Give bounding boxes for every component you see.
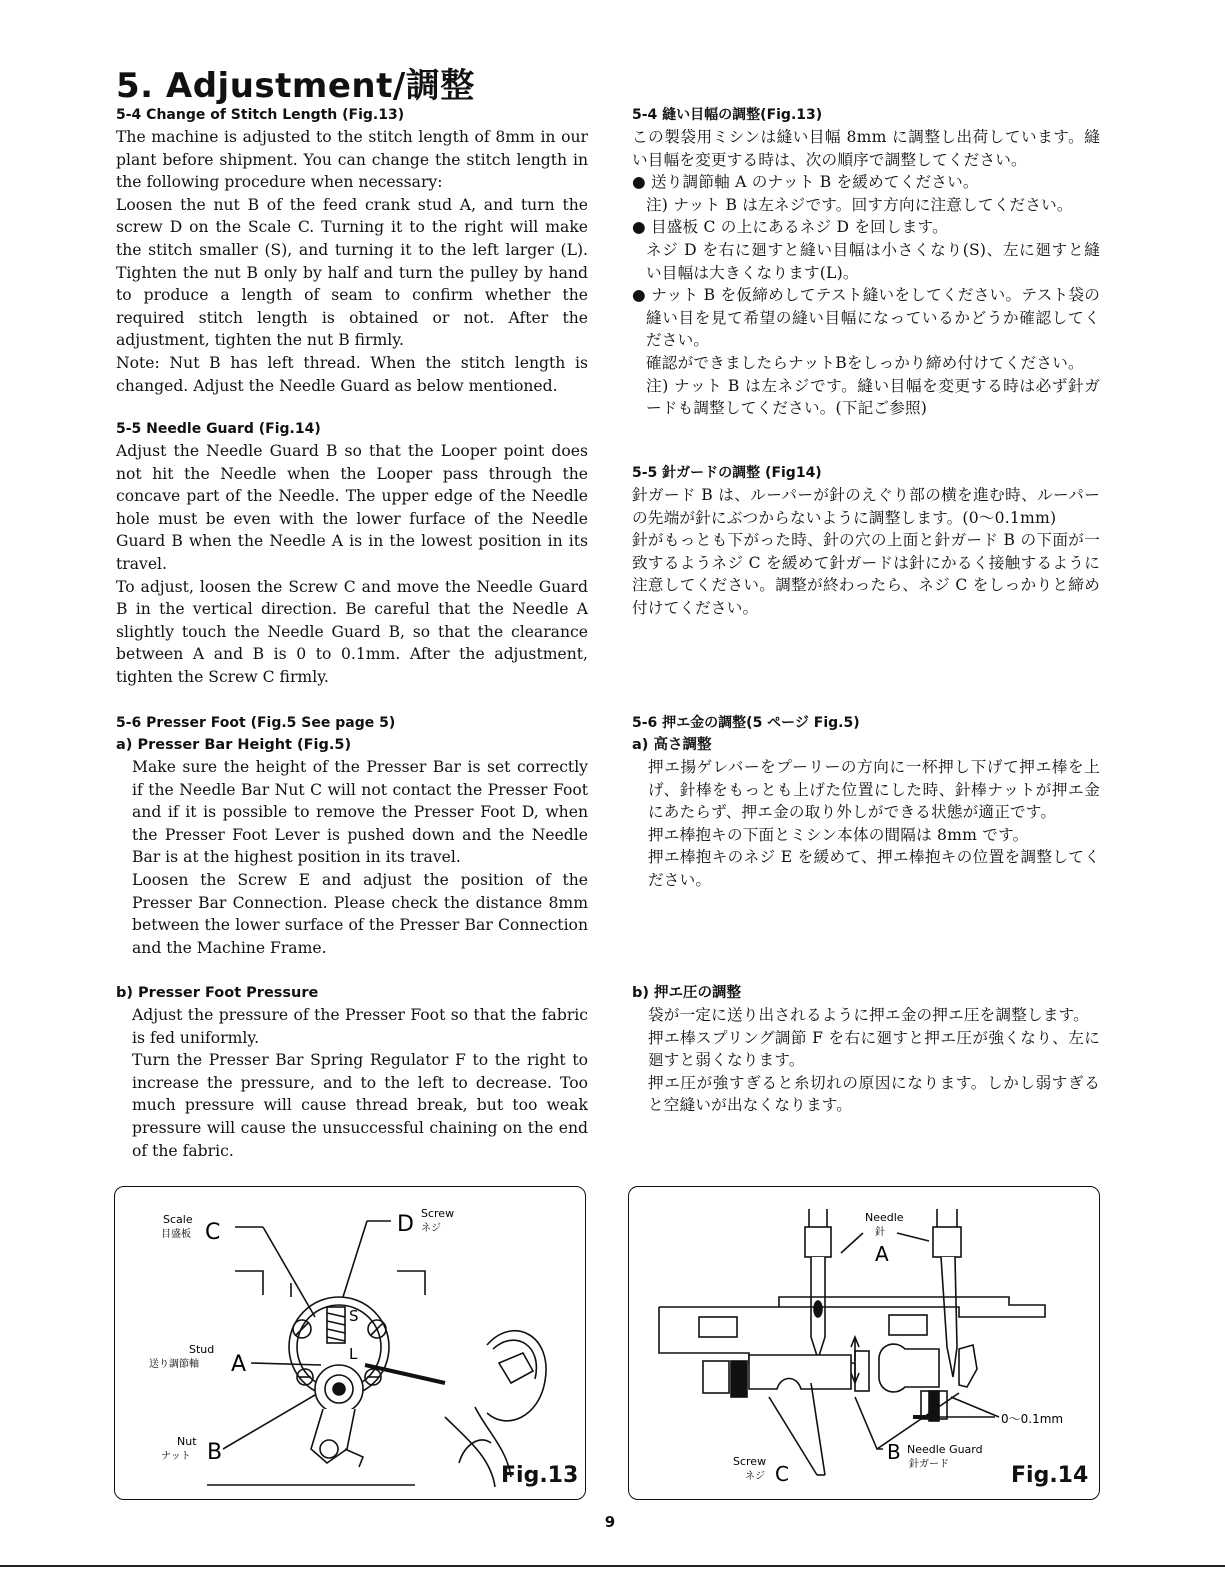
figure-13-caption: Fig.13 <box>501 1463 579 1488</box>
paragraph: 押エ棒抱キの下面とミシン本体の間隔は 8mm です。 <box>648 825 1029 844</box>
english-section-5-6b <box>116 982 588 1162</box>
section-heading-5-4-ja: 5-4 縫い目幅の調整(Fig.13) <box>632 107 823 123</box>
letter-c: C <box>205 1220 221 1245</box>
label-needle-guard: Needle Guard <box>907 1443 983 1456</box>
letter-d: D <box>397 1212 414 1237</box>
figure-14-drawing <box>629 1187 1099 1499</box>
section-heading-5-6-en: 5-6 Presser Foot (Fig.5 See page 5) <box>116 715 396 731</box>
english-section-5-6a <box>116 712 588 959</box>
paragraph: 針ガード B は、ルーパーが針のえぐり部の横を進む時、ルーパーの先端が針にぶつからないように調整します。(0～0.1mm) <box>632 486 1100 527</box>
label-screw-ja: ネジ <box>745 1471 765 1482</box>
paragraph: 押エ圧が強すぎると糸切れの原因になります。しかし弱すぎると空縫いが出なくなります。 <box>648 1073 1100 1115</box>
label-screw: Screw <box>421 1207 455 1220</box>
subheading-presser-bar-height-en: a) Presser Bar Height (Fig.5) <box>116 737 352 753</box>
bullet-item: ● ナット B を仮締めしてテスト縫いをしてください。テスト袋の縫い目を見て希望の縫い目幅になっているかどうか確認してください。 <box>632 286 1100 350</box>
note-paragraph: Note: Nut B has left thread. When the stitch length is changed. Adjust the Needle Guard as below mentioned. <box>116 353 588 395</box>
paragraph: 押エ棒抱キのネジ E を緩めて、押エ棒抱キの位置を調整してください。 <box>648 848 1100 889</box>
label-screw-ja: ネジ <box>421 1223 441 1234</box>
label-nut-ja: ナット <box>161 1451 191 1462</box>
japanese-section-5-6a <box>632 712 1100 892</box>
letter-a: A <box>231 1352 247 1377</box>
label-nut: Nut <box>177 1435 197 1448</box>
label-needle: Needle <box>865 1211 904 1224</box>
japanese-section-5-6b <box>632 982 1100 1117</box>
label-needle-guard-ja: 針ガード <box>909 1459 949 1470</box>
figure-14 <box>628 1186 1100 1500</box>
label-needle-ja: 針 <box>875 1227 885 1238</box>
paragraph: 針がもっとも下がった時、針の穴の上面と針ガード B の下面が一致するようネジ C を緩めて針ガードは針にかるく接触するように注意してください。調整が終わったら、ネジ C をしっかりと締め付けてください。 <box>632 531 1100 617</box>
figure-13 <box>114 1186 586 1500</box>
label-stud-ja: 送り調節軸 <box>149 1359 199 1370</box>
label-scale: Scale <box>163 1213 193 1226</box>
paragraph: The machine is adjusted to the stitch length of 8mm in our plant before shipment. You can change the stitch length in the following procedure when necessary: <box>116 128 588 192</box>
paragraph: 押エ棒スプリング調節 F を右に廻すと押エ圧が強くなり、左に廻すと弱くなります。 <box>648 1028 1100 1070</box>
paragraph: Loosen the nut B of the feed crank stud A, and turn the screw D on the Scale C. Turning it to the right will make the stitch smaller (S), and turning it to the left larger (L). Tighten the nut B only by half and turn the pulley by hand to produce a length of seam to confirm whether the required stitch length is obtained or not. After the adjustment, tighten the nut B firmly. <box>116 195 588 350</box>
letter-c: C <box>775 1462 789 1486</box>
section-heading-5-5-en: 5-5 Needle Guard (Fig.14) <box>116 421 321 437</box>
note: 注) ナット B は左ネジです。縫い目幅を変更する時は必ず針ガードも調整してください。(下記ご参照) <box>646 376 1100 418</box>
paragraph: ネジ D を右に廻すと縫い目幅は小さくなり(S)、左に廻すと縫い目幅は大きくなります(L)。 <box>646 240 1100 282</box>
figure-14-caption: Fig.14 <box>1011 1463 1089 1488</box>
letter-a: A <box>875 1242 889 1266</box>
section-heading-5-5-ja: 5-5 針ガードの調整 (Fig14) <box>632 465 822 481</box>
paragraph: To adjust, loosen the Screw C and move the Needle Guard B in the vertical direction. Be careful that the Needle A slightly touch the Needle Guard B, so that the clearance between A and B is 0 to 0.1mm. After the adjustment, tighten the Screw C firmly. <box>116 577 588 686</box>
japanese-section-5-5 <box>632 462 1100 620</box>
bullet-item: ● 送り調節軸 A のナット B を緩めてください。 <box>632 173 979 192</box>
bottom-divider <box>0 1565 1225 1567</box>
subheading-height-ja: a) 高さ調整 <box>632 737 712 753</box>
label-scale-ja: 目盛板 <box>161 1229 191 1240</box>
paragraph: Loosen the Screw E and adjust the position of the Presser Bar Connection. Please check the distance 8mm between the lower surface of the Presser Bar Connection and the Machine Frame. <box>132 870 588 957</box>
paragraph: Adjust the pressure of the Presser Foot so that the fabric is fed uniformly. <box>132 1006 588 1047</box>
paragraph: この製袋用ミシンは縫い目幅 8mm に調整し出荷しています。縫い目幅を変更する時は、次の順序で調整してください。 <box>632 128 1100 169</box>
label-screw: Screw <box>733 1455 767 1468</box>
letter-b: B <box>207 1440 223 1465</box>
section-heading-5-4-en: 5-4 Change of Stitch Length (Fig.13) <box>116 107 405 123</box>
mark-s: S <box>349 1307 359 1325</box>
paragraph: 確認ができましたらナットBをしっかり締め付けてください。 <box>646 353 1084 372</box>
figure-13-drawing <box>115 1187 585 1499</box>
subheading-presser-foot-pressure-en: b) Presser Foot Pressure <box>116 985 319 1001</box>
note: 注) ナット B は左ネジです。回す方向に注意してください。 <box>646 195 1073 214</box>
page-number: 9 <box>604 1513 616 1531</box>
page-title: 5. Adjustment/調整 <box>116 66 475 106</box>
mark-l: L <box>349 1345 358 1363</box>
paragraph: Adjust the Needle Guard B so that the Looper point does not hit the Needle when the Looper pass through the concave part of the Needle. The upper edge of the Needle hole must be even with the lower furface of the Needle Guard B when the Needle A is in the lowest position in its travel. <box>116 442 588 573</box>
section-heading-5-6-ja: 5-6 押エ金の調整(5 ページ Fig.5) <box>632 715 860 731</box>
paragraph: Turn the Presser Bar Spring Regulator F to the right to increase the pressure, and to the left to decrease. Too much pressure will cause thread break, but too weak pressure will cause the unsuccessful chaining on the end of the fabric. <box>132 1051 588 1160</box>
paragraph: 押エ揚ゲレバーをプーリーの方向に一杯押し下げて押エ棒を上げ、針棒をもっとも上げた位置にした時、針棒ナットが押エ金にあたらず、押エ金の取り外しができる状態が適正です。 <box>648 758 1100 822</box>
paragraph: 袋が一定に送り出されるように押エ金の押エ圧を調整します。 <box>648 1006 1089 1024</box>
english-section-5-5 <box>116 418 588 689</box>
label-stud: Stud <box>189 1343 215 1356</box>
paragraph: Make sure the height of the Presser Bar is set correctly if the Needle Bar Nut C will not contact the Presser Foot and if it is possible to remove the Presser Foot D, when the Presser Foot Lever is pushed down and the Needle Bar is at the highest position in its travel. <box>132 758 588 867</box>
clearance-label: 0～0.1mm <box>1001 1412 1064 1426</box>
bullet-item: ● 目盛板 C の上にあるネジ D を回します。 <box>632 218 948 237</box>
english-section-5-4 <box>116 104 588 397</box>
japanese-section-5-4 <box>632 104 1100 420</box>
subheading-pressure-ja: b) 押エ圧の調整 <box>632 985 742 1001</box>
letter-b: B <box>887 1440 901 1464</box>
